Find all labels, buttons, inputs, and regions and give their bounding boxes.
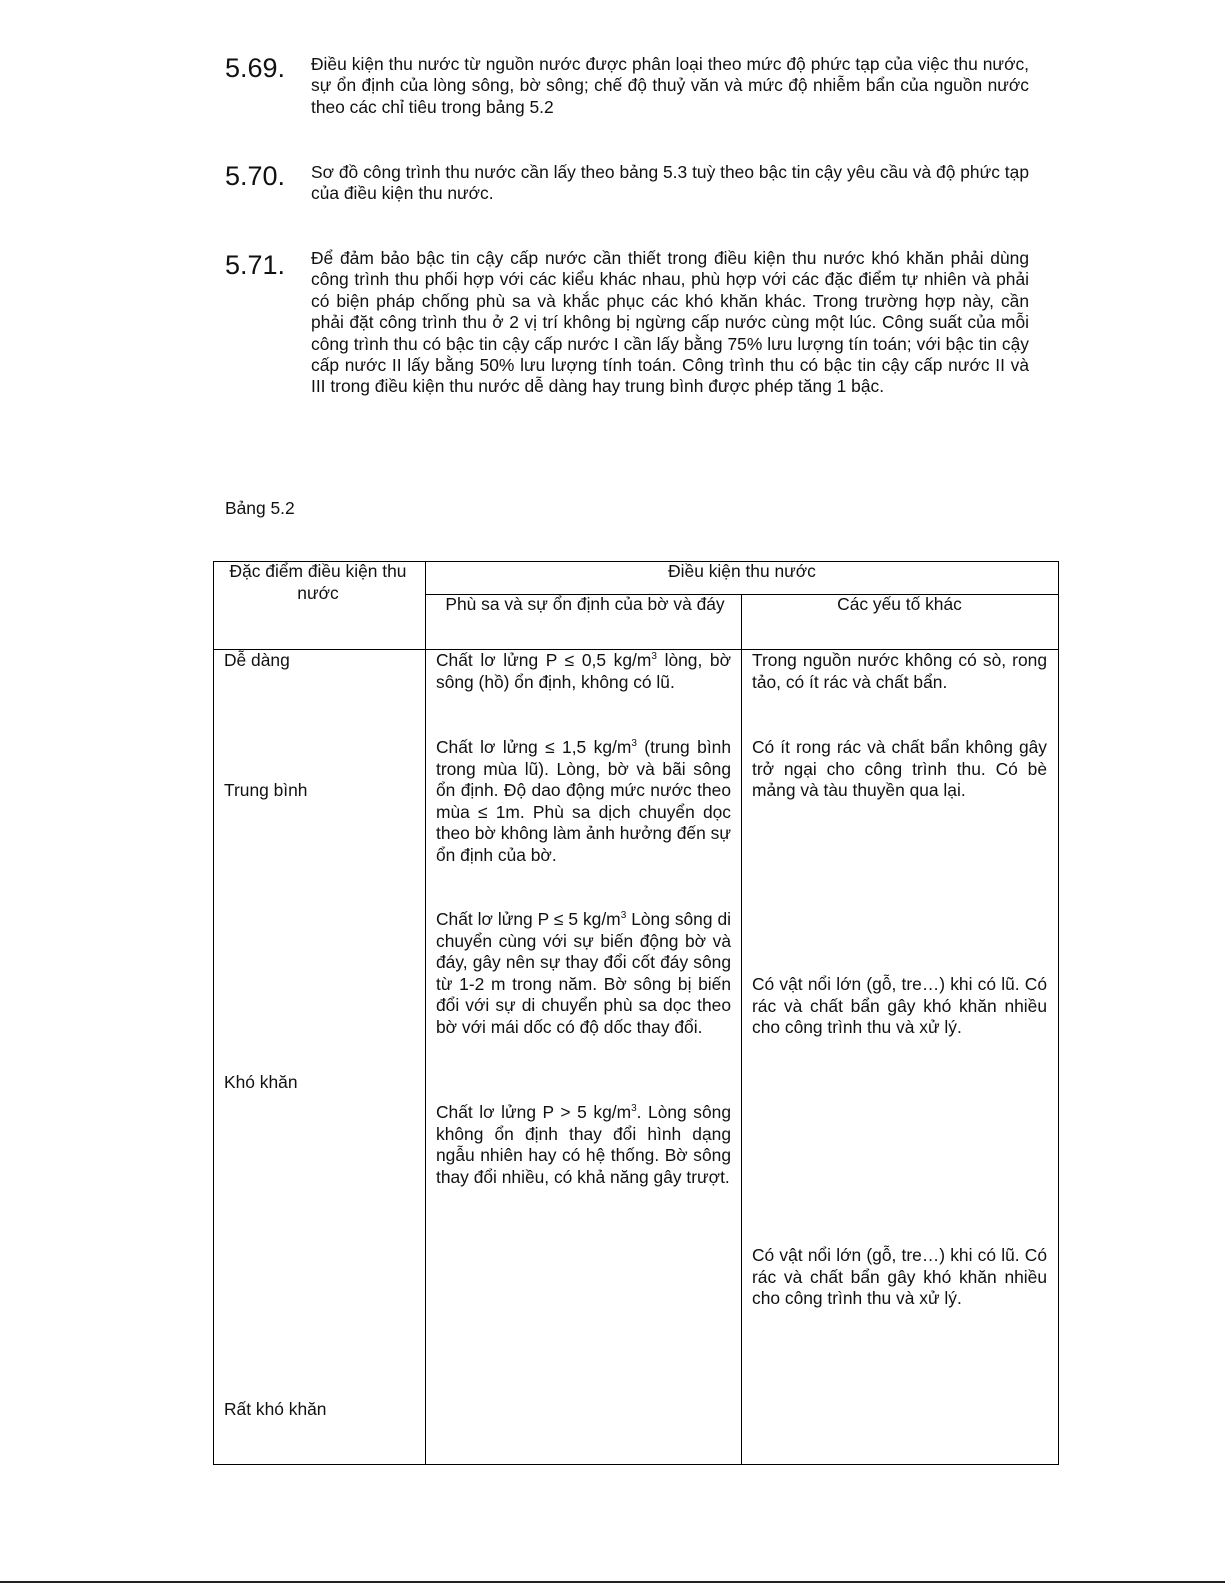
cell-de-dang-yeu-to: Trong nguồn nước không có sò, rong tảo, có ít rác và chất bẩn. [752,650,1047,692]
cell-kho-khan-phu-sa-2: Chất lơ lửng P > 5 $kg/m^3$. Lòng sông không ổn định thay đổi hình dạng ngẫu nhiên hay có hệ thống. Bờ sông thay đổi nhiều, có khả năng gây trượt. [436,1102,731,1187]
section-number-5-71: 5.71. [225,250,286,280]
row-label-rat-kho-khan: Rất khó khăn [224,1399,327,1419]
row-label-trung-binh: Trung bình [224,780,308,800]
cell-kho-khan-phu-sa-1: Chất lơ lửng P ≤ 5 $kg/m^3$ Lòng sông di chuyển cùng với sự biến động bờ và đáy, gây nên sự thay đổi cốt đáy sông từ 1-2 m trong năm. Bờ sông bị biến đổi với sự di chuyển phù sa dọc theo bờ với mái dốc có độ dốc thay đổi. [436,909,732,1037]
table-divider-col1 [425,561,426,1465]
cell-trung-binh-phu-sa: Chất lơ lửng ≤ 1,5 $kg/m^3$ (trung bình trong mùa lũ). Lòng, bờ và bãi sông ổn định. Độ dao động mức nước theo mùa ≤ 1m. Phù sa dịch chuyển dọc theo bờ không làm ảnh hưởng đến sự ổn định của bờ. [436,737,731,865]
cell-rat-kho-khan-yeu-to: Có vật nổi lớn (gỗ, tre…) khi có lũ. Có rác và chất bẩn gây khó khăn nhiều cho công trình thu và xử lý. [752,1245,1047,1309]
row-label-kho-khan: Khó khăn [224,1072,298,1092]
header-group: Điều kiện thu nước [668,561,816,581]
cell-de-dang-phu-sa: Chất lơ lửng P ≤ 0,5 $kg/m^3$ lòng, bờ sông (hồ) ổn định, không có lũ. [436,650,731,692]
table-divider-col2 [741,594,742,1465]
table-caption: Bảng 5.2 [225,498,295,518]
header-col2: Phù sa và sự ổn định của bờ và đáy [445,594,725,614]
cell-kho-khan-yeu-to: Có vật nổi lớn (gỗ, tre…) khi có lũ. Có rác và chất bẩn gây khó khăn nhiều cho công trình thu và xử lý. [752,974,1047,1038]
section-number-5-69: 5.69. [225,53,286,83]
header-col1: Đặc điểm điều kiện thu nước [229,561,407,603]
page-bottom-rule [0,1581,1225,1583]
section-number-5-70: 5.70. [225,161,286,191]
header-col3: Các yếu tố khác [837,594,962,614]
section-text-5-69: Điều kiện thu nước từ nguồn nước được phân loại theo mức độ phức tạp của việc thu nước, sự ổn định của lòng sông, bờ sông; chế độ thuỷ văn và mức độ nhiễm bẩn của nguồn nước theo các chỉ tiêu trong bảng 5.2 [311,54,1029,117]
section-text-5-71: Để đảm bảo bậc tin cậy cấp nước cần thiết trong điều kiện thu nước khó khăn phải dùng công trình thu phối hợp với các kiểu khác nhau, phù hợp với các đặc điểm tự nhiên và phải có biện pháp chống phù sa và khắc phục các khó khăn khác. Trong trường hợp này, cần phải đặt công trình thu ở 2 vị trí không bị ngừng cấp nước cùng một lúc. Công suất của mỗi công trình thu có bậc tin cậy cấp nước I cần lấy bằng 75% lưu lượng tín toán; với bậc tin cậy cấp nước II lấy bằng 50% lưu lượng tính toán. Công trình thu có bậc tin cậy cấp nước II và III trong điều kiện thu nước dễ dàng hay trung bình được phép tăng 1 bậc. [311,248,1029,397]
cell-trung-binh-yeu-to: Có ít rong rác và chất bẩn không gây trở ngại cho công trình thu. Có bè mảng và tàu thuyền qua lại. [752,737,1047,801]
table-border-right [1058,561,1059,1465]
section-text-5-70: Sơ đồ công trình thu nước cần lấy theo bảng 5.3 tuỳ theo bậc tin cậy yêu cầu và độ phức tạp của điều kiện thu nước. [311,162,1029,204]
table-border-bottom [213,1464,1059,1465]
table-border-left [213,561,214,1465]
row-label-de-dang: Dễ dàng [224,650,290,670]
